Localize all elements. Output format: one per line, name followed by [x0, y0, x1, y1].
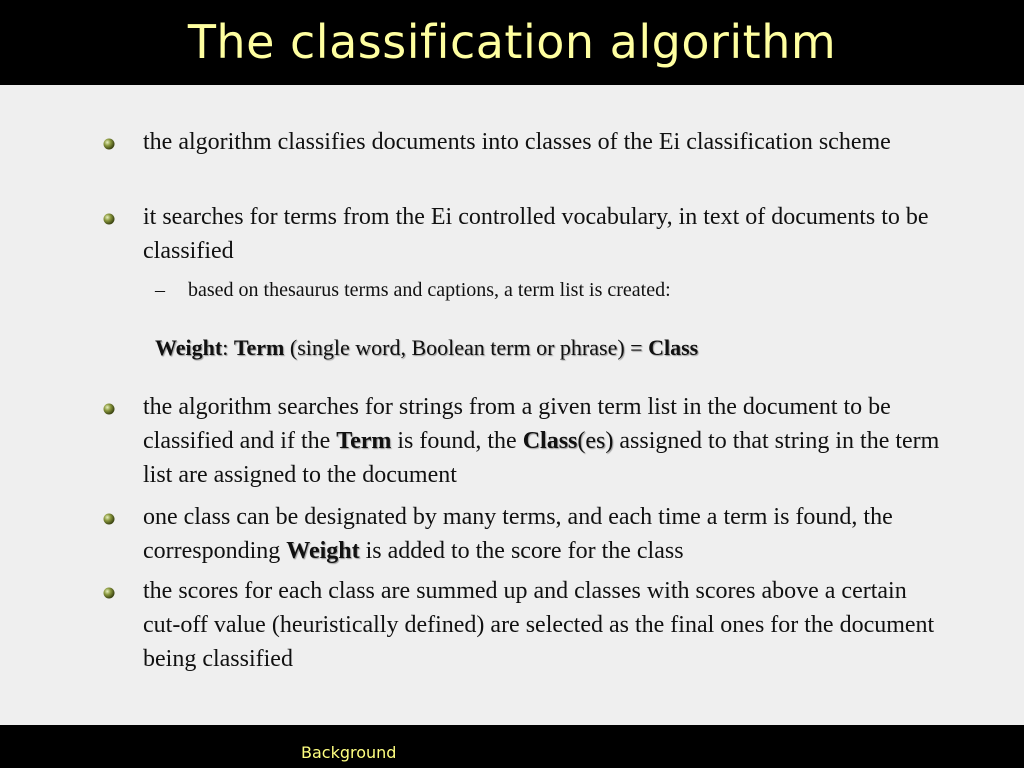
footer-bar — [0, 725, 1024, 768]
bullet-text: the algorithm classifies documents into classes of the Ei classification scheme — [143, 129, 891, 155]
formula-term: Term — [233, 335, 285, 360]
bullet-icon — [102, 402, 116, 416]
dash-icon: – — [155, 279, 165, 301]
bullet-icon — [102, 586, 116, 600]
bullet-icon — [102, 212, 116, 226]
slide-title: The classification algorithm — [187, 15, 837, 69]
formula-weight: Weight — [155, 335, 223, 360]
bullet-text-part: assigned to that string in the term list are assigned to the document — [143, 428, 940, 488]
footer-section-label: Background — [301, 743, 397, 762]
term-list-formula — [155, 333, 698, 363]
bullet-text-part: the algorithm searches for strings from a given term list in the document to be classified and if the — [143, 394, 891, 454]
highlight-class-suffix: (es) — [577, 428, 614, 454]
bullet-text: the scores for each class are summed up and classes with scores above a certain cut-off value (heuristically defined) are selected as the final ones for the document being classified — [143, 578, 935, 672]
bullet-icon — [102, 512, 116, 526]
bullet-item-1 — [143, 125, 943, 159]
highlight-weight: Weight — [286, 538, 360, 564]
formula-class: Class — [648, 335, 699, 360]
sub-bullet-text: based on thesaurus terms and captions, a term list is created: — [188, 279, 671, 301]
bullet-text-part: one class can be designated by many terms, and each time a term is found, the corresponding — [143, 504, 893, 564]
highlight-term: Term — [336, 428, 392, 454]
bullet-item-2 — [143, 200, 943, 268]
bullet-icon — [102, 137, 116, 151]
sub-bullet-item — [155, 277, 888, 303]
bullet-text: it searches for terms from the Ei controlled vocabulary, in text of documents to be classified — [143, 204, 929, 264]
bullet-item-5 — [143, 574, 943, 676]
bullet-text-part: is added to the score for the class — [359, 538, 684, 564]
formula-colon: : — [222, 335, 234, 360]
bullet-item-3 — [143, 390, 943, 492]
bullet-item-4 — [143, 500, 943, 568]
bullet-text-part: is found, the — [391, 428, 523, 454]
highlight-class: Class — [522, 428, 578, 454]
formula-middle: (single word, Boolean term or phrase) = — [284, 335, 649, 360]
